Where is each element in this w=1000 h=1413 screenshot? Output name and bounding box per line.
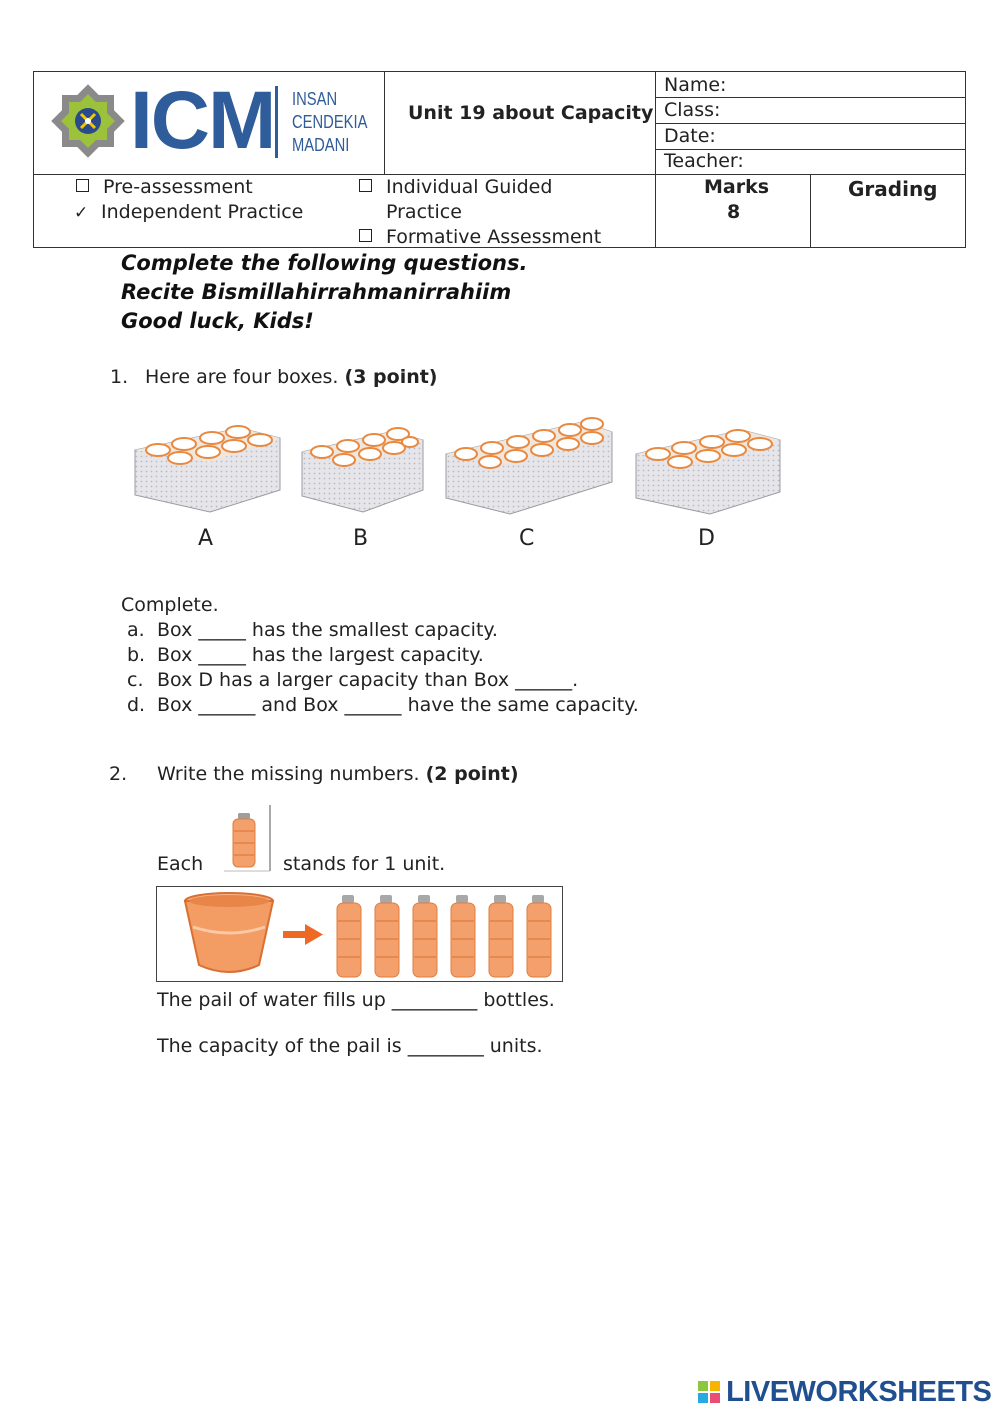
marks-label: Marks — [704, 176, 770, 198]
bottle-unit-icon — [220, 805, 276, 875]
q1-number: 1. — [110, 366, 129, 388]
checkmark-icon[interactable]: ✓ — [74, 203, 89, 223]
checkbox-icon[interactable] — [76, 179, 89, 192]
liveworksheets-logo-icon — [697, 1379, 721, 1407]
marks-value: 8 — [727, 201, 741, 223]
logo-divider — [275, 86, 278, 158]
box-label-c: C — [519, 526, 535, 551]
teacher-field[interactable]: Teacher: — [664, 150, 744, 172]
class-field[interactable]: Class: — [664, 99, 721, 121]
instruction-line: Recite Bismillahirrahmanirrahiim — [121, 280, 512, 304]
option-independent-practice[interactable]: ✓ Independent Practice — [74, 201, 304, 223]
box-label-a: A — [198, 526, 214, 551]
q1-item-a: a. Box _____ has the smallest capacity. — [127, 619, 498, 641]
footer-brand — [697, 1376, 991, 1410]
worksheet-title: Unit 19 about Capacity — [408, 102, 654, 124]
star-emblem-icon — [48, 78, 128, 164]
option-individual-guided[interactable]: Individual Guided — [359, 176, 552, 198]
q1-prompt: Here are four boxes. (3 point) — [145, 366, 438, 388]
arrow-right-icon — [283, 924, 323, 945]
complete-label: Complete. — [121, 594, 219, 616]
date-field[interactable]: Date: — [664, 125, 716, 147]
pail-bottles-figure — [156, 886, 563, 982]
pail-icon — [185, 893, 273, 972]
option-pre-assessment[interactable]: Pre-assessment — [76, 176, 253, 198]
each-label: Each — [157, 853, 204, 875]
pail-capacity-line: The capacity of the pail is ________ units. — [157, 1035, 543, 1057]
footer-brand-text: LIVEWORKSHEETS — [726, 1376, 992, 1408]
school-logo — [46, 75, 376, 168]
pail-fills-line: The pail of water fills up _________ bottles. — [157, 989, 555, 1011]
checkbox-icon[interactable] — [359, 179, 372, 192]
q2-prompt: Write the missing numbers. (2 point) — [157, 763, 519, 785]
box-c — [446, 418, 612, 514]
instruction-line: Complete the following questions. — [121, 251, 528, 275]
q1-item-b: b. Box _____ has the largest capacity. — [127, 644, 484, 666]
stands-for-label: stands for 1 unit. — [283, 853, 446, 875]
header-table — [33, 71, 966, 248]
option-formative-assessment[interactable]: Formative Assessment — [359, 226, 601, 248]
school-short-name: ICM — [130, 75, 275, 166]
box-label-b: B — [353, 526, 369, 551]
box-a — [135, 426, 280, 512]
bottles-row — [337, 895, 551, 977]
school-full-name: INSAN CENDEKIA MADANI — [292, 89, 368, 155]
q1-item-c: c. Box D has a larger capacity than Box ______. — [127, 669, 579, 691]
boxes-illustration — [130, 410, 790, 520]
option-individual-guided-line2: Practice — [386, 201, 462, 223]
box-d — [636, 430, 780, 514]
box-b — [302, 428, 423, 512]
q1-item-d: d. Box ______ and Box ______ have the same capacity. — [127, 694, 639, 716]
pail-and-bottles-image — [157, 887, 562, 981]
q2-number: 2. — [109, 763, 128, 785]
box-label-d: D — [698, 526, 715, 551]
name-field[interactable]: Name: — [664, 74, 727, 96]
checkbox-icon[interactable] — [359, 229, 372, 242]
instruction-line: Good luck, Kids! — [121, 309, 314, 333]
grading-label: Grading — [848, 177, 938, 201]
